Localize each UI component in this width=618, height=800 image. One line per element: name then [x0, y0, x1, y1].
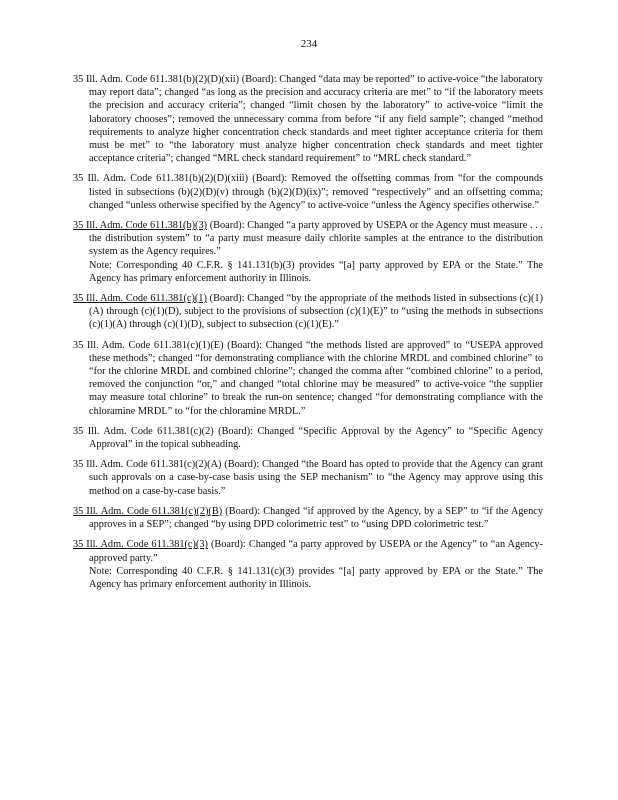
amendment-entry	[73, 538, 543, 591]
amendment-entry	[73, 505, 543, 531]
amendment-text: (Board): Changed “Specific Approval by the Agency” to “Specific Agency Approval” in the topical subheading.	[89, 425, 543, 451]
amendment-list	[73, 73, 543, 598]
amendment-entry	[73, 458, 543, 498]
citation-label: 35 Ill. Adm. Code 611.381(c)(2)(B)	[73, 505, 223, 517]
amendment-text: (Board): Changed “the methods listed are approved” to “USEPA approved these methods”; changed “for demonstrating compliance with the chlorine MRDL and combined chlorine” to “for the chlorine MRDL and combined chlorine”; changed the comma after “combined chlorine” to a period, removed the conjunction “or,” and changed “total chlorine may be measured” to active-voice “the supplier may measure total chlorine” to break the run-on sentence; changed “for demonstrating compliance with the chloramine MRDL” to “for the chloramine MRDL.”	[89, 339, 543, 417]
amendment-entry	[73, 172, 543, 212]
amendment-note: Note: Corresponding 40 C.F.R. § 141.131(b)(3) provides “[a] party approved by EPA or the State.” The Agency has primary enforcement authority in Illinois.	[89, 259, 543, 284]
amendment-text: (Board): Changed “data may be reported” to active-voice “the laboratory may report data”; changed “as long as the precision and accuracy criteria are met” to “if the laboratory meets the precision and accuracy criteria”; changed “limit chosen by the laboratory” to active-voice “limit the laboratory chooses”; removed the unnecessary comma from before “if any field sample”; changed “method requirements to analyze higher concentration check standards and meet tighter acceptance criteria for them must be met” to “the laboratory must analyze higher concentration check standards and meet tighter acceptance criteria”; changed “MRL check standard requirement” to “MRL check standard.”	[89, 74, 543, 165]
amendment-text: (Board): Removed the offsetting commas from “for the compounds listed in subsections (b)(2)(D)(v) through (b)(2)(D)(ix)”; removed “respectively” and an offsetting comma; changed “unless otherwise specified by the Agency” to active-voice “unless the Agency specifies otherwise.”	[89, 173, 543, 211]
amendment-text: (Board): Changed “the Board has opted to provide that the Agency can grant such approvals on a case-by-case basis using the SEP mechanism” to “the Agency may approve using this method on a case-by-case basis.”	[89, 459, 544, 497]
amendment-text: (Board): Changed “a party approved by USEPA or the Agency must measure . . . the distribution system” to “a party must measure daily chlorite samples at the entrance to the distribution system as the Agency requires.”	[89, 220, 543, 258]
citation-label: 35 Ill. Adm. Code 611.381(c)(1)	[73, 293, 207, 305]
amendment-entry	[73, 73, 543, 165]
amendment-note: Note: Corresponding 40 C.F.R. § 141.131(c)(3) provides “[a] party approved by EPA or the State.” The Agency has primary enforcement authority in Illinois.	[89, 565, 543, 590]
amendment-entry	[73, 425, 543, 451]
amendment-entry	[73, 292, 543, 332]
citation-label: 35 Ill. Adm. Code 611.381(c)(2)(A)	[73, 459, 222, 471]
citation-label: 35 Ill. Adm. Code 611.381(b)(2)(D)(xii)	[73, 74, 240, 85]
citation-label: 35 Ill. Adm. Code 611.381(c)(1)(E)	[73, 339, 224, 351]
citation-label: 35 Ill. Adm. Code 611.381(c)(2)	[73, 425, 214, 437]
amendment-text: (Board): Changed “by the appropriate of the methods listed in subsections (c)(1)(A) through (c)(1)(D), subject to the provisions of subsection (c)(1)(E)” to “using the methods in subsections (c)(1)(A) through (c)(1)(D), subject to subsection (c)(1)(E).”	[89, 293, 543, 331]
amendment-text: (Board): Changed “if approved by the Agency, by a SEP” to “if the Agency approves in a SEP”; changed “by using DPD colorimetric test” to “using DPD colorimetric test.”	[89, 505, 543, 531]
amendment-entry	[73, 219, 543, 285]
citation-label: 35 Ill. Adm. Code 611.381(c)(3)	[73, 539, 208, 551]
page-number: 234	[300, 38, 318, 50]
amendment-entry	[73, 339, 543, 418]
citation-label: 35 Ill. Adm. Code 611.381(b)(2)(D)(xiii)	[73, 173, 249, 185]
amendment-text: (Board): Changed “a party approved by USEPA or the Agency” to “an Agency-approved party.”	[89, 539, 543, 564]
citation-label: 35 Ill. Adm. Code 611.381(b)(3)	[73, 220, 208, 232]
